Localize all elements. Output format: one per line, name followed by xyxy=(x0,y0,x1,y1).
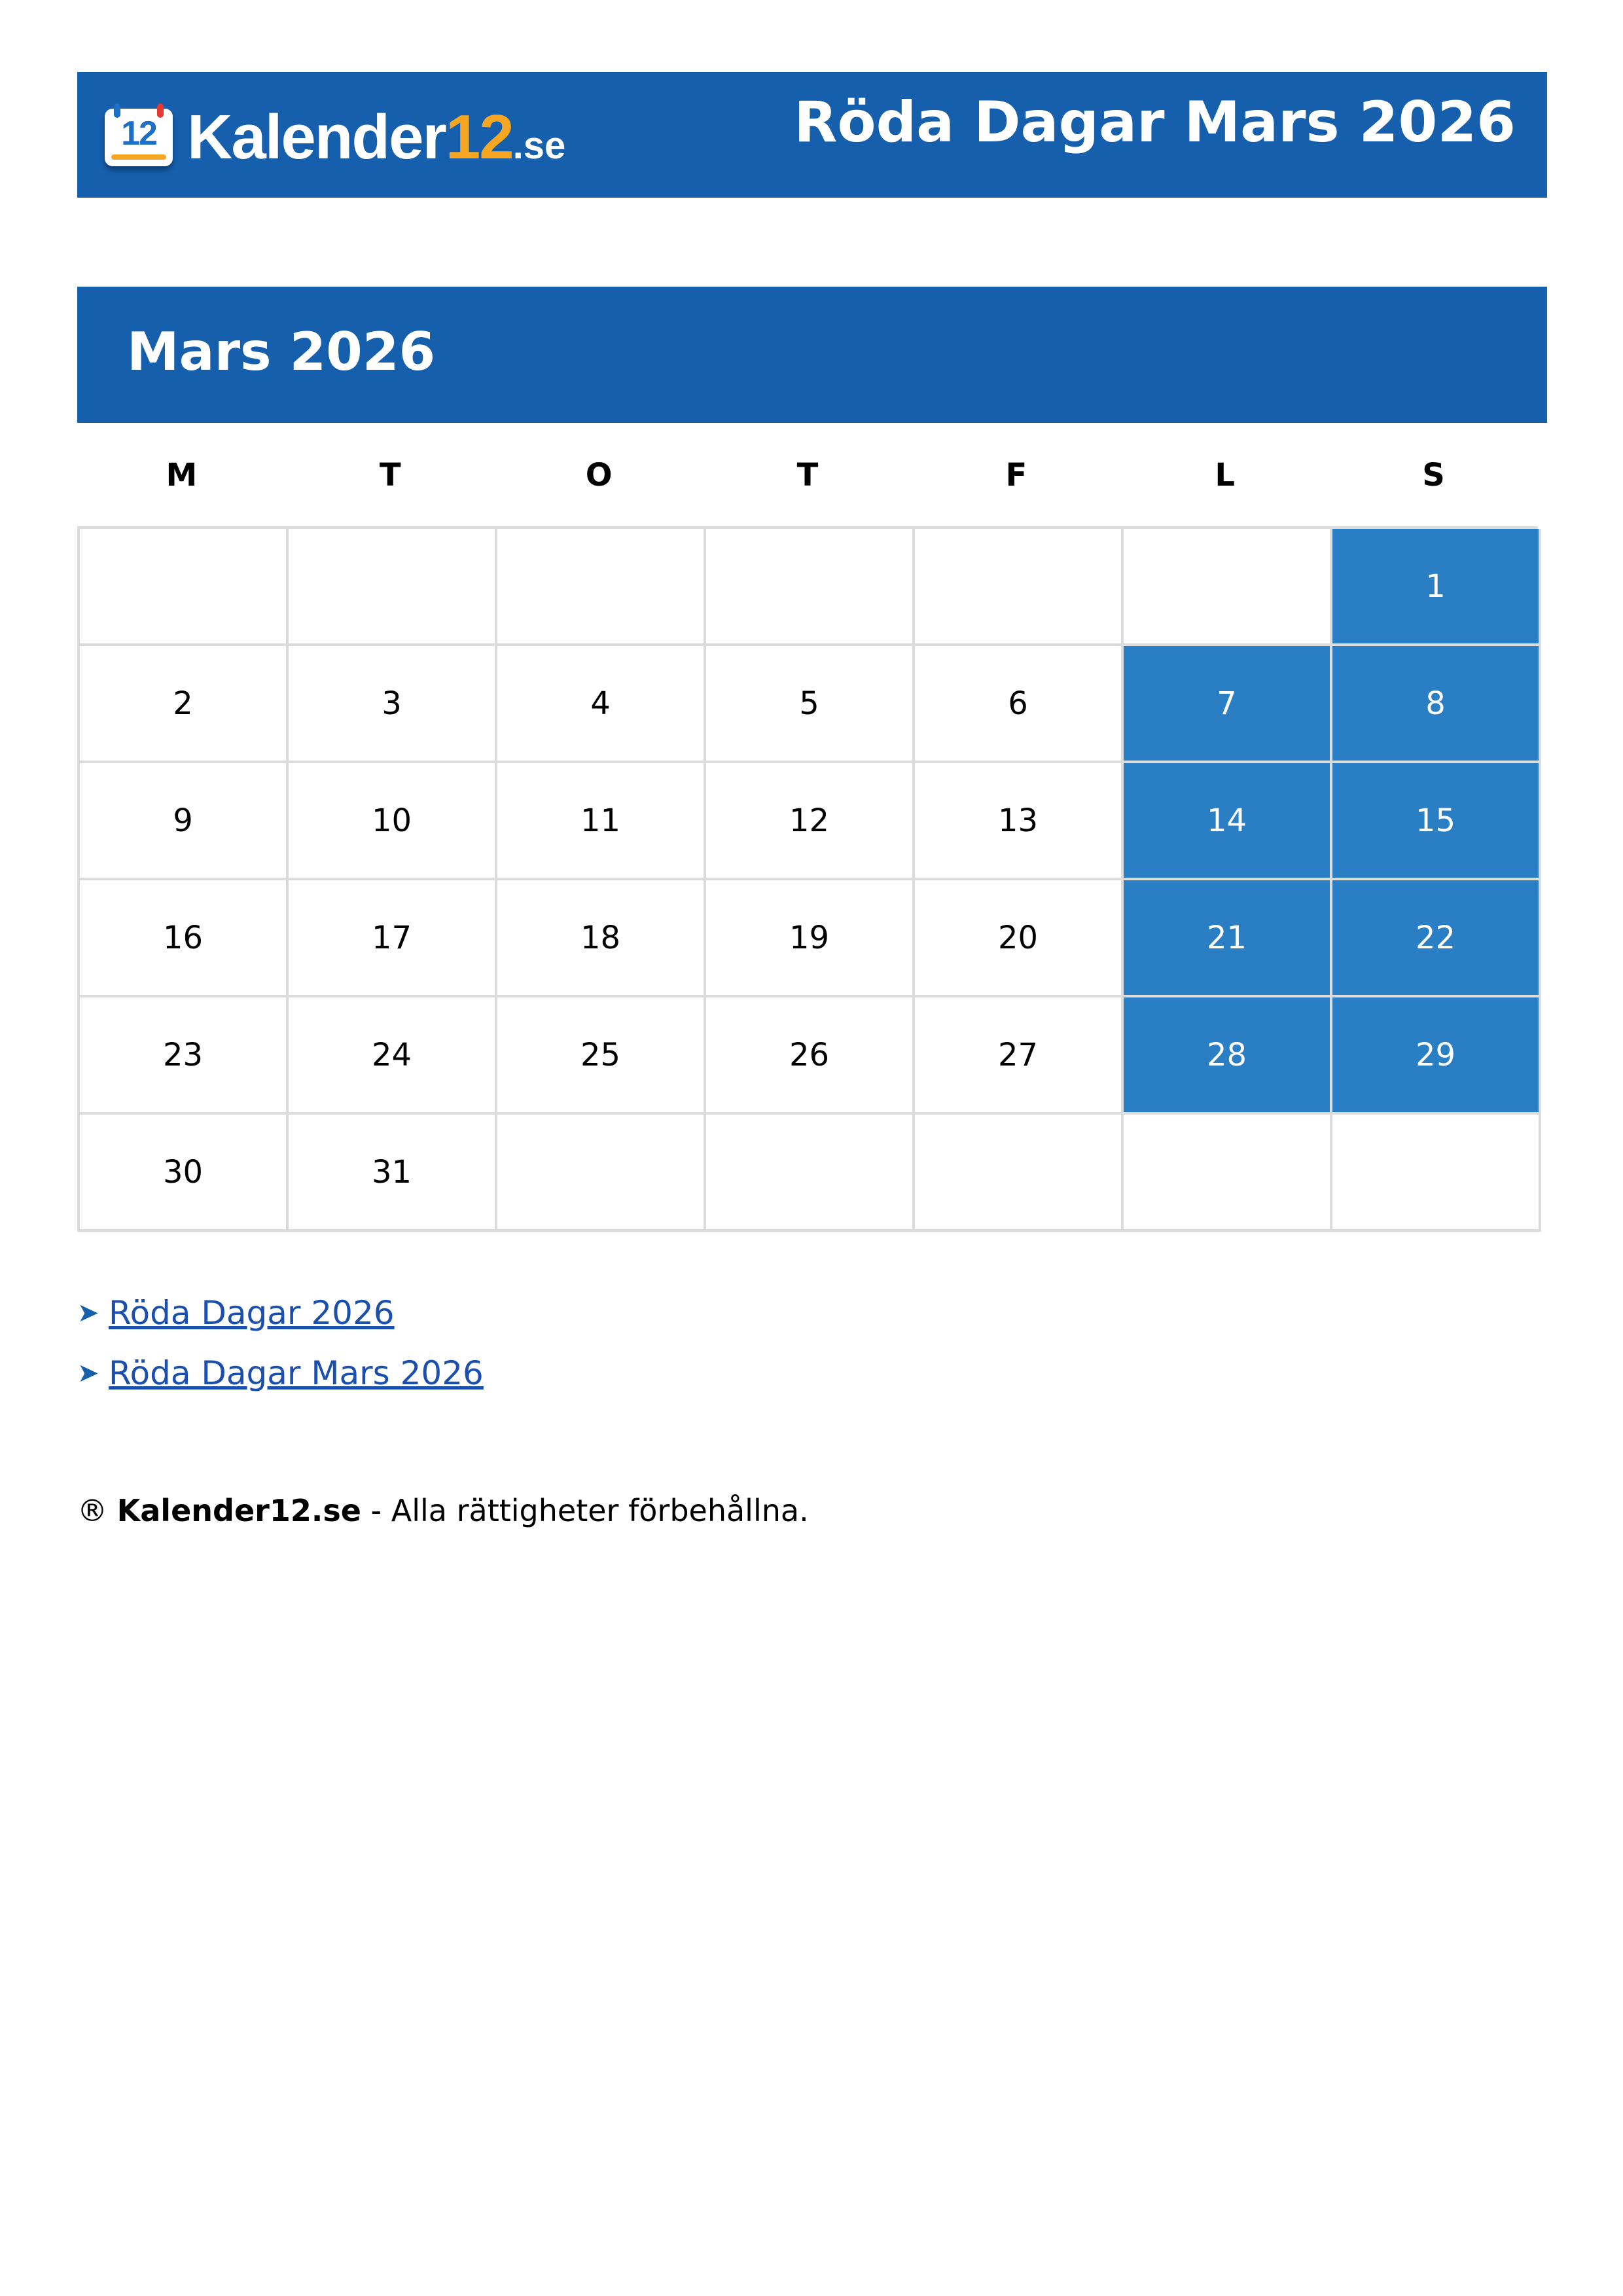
day-cell[interactable]: 11 xyxy=(497,763,706,880)
weekday-label: T xyxy=(379,457,401,493)
day-cell[interactable]: 12 xyxy=(706,763,915,880)
day-cell[interactable]: 21 xyxy=(1124,880,1332,997)
day-cell[interactable]: 4 xyxy=(497,646,706,763)
weekday-header-row xyxy=(77,454,1538,496)
weekday-label: M xyxy=(166,457,198,493)
footer-brand: Kalender12.se xyxy=(116,1493,361,1528)
link-item xyxy=(77,1283,484,1343)
day-cell[interactable]: 6 xyxy=(915,646,1124,763)
weekday-label: O xyxy=(585,457,613,493)
day-cell[interactable]: 15 xyxy=(1332,763,1541,880)
day-cell[interactable]: 19 xyxy=(706,880,915,997)
weekday-label: L xyxy=(1215,457,1236,493)
related-links xyxy=(77,1283,484,1403)
month-title: Mars 2026 xyxy=(127,321,436,382)
calendar-grid xyxy=(77,526,1538,1232)
link-roda-dagar-mars-2026[interactable]: Röda Dagar Mars 2026 xyxy=(109,1354,484,1392)
day-cell[interactable]: 28 xyxy=(1124,997,1332,1115)
day-cell[interactable]: 16 xyxy=(80,880,289,997)
footer-text: - Alla rättigheter förbehållna. xyxy=(361,1493,809,1528)
logo-brand-tld: .se xyxy=(512,124,566,167)
logo-wordmark xyxy=(187,102,566,172)
logo-brand-main: Kalender xyxy=(187,102,446,172)
logo-brand-number: 12 xyxy=(445,102,513,172)
day-cell[interactable]: 17 xyxy=(289,880,497,997)
empty-day-cell xyxy=(1124,529,1332,646)
weekday-label: S xyxy=(1422,457,1445,493)
arrow-icon: ➤ xyxy=(77,1298,99,1328)
day-cell[interactable]: 26 xyxy=(706,997,915,1115)
day-cell[interactable]: 10 xyxy=(289,763,497,880)
empty-day-cell xyxy=(497,1115,706,1232)
day-cell[interactable]: 23 xyxy=(80,997,289,1115)
day-cell[interactable]: 30 xyxy=(80,1115,289,1232)
day-cell[interactable]: 9 xyxy=(80,763,289,880)
day-cell[interactable]: 24 xyxy=(289,997,497,1115)
day-cell[interactable]: 1 xyxy=(1332,529,1541,646)
month-header xyxy=(77,287,1547,423)
day-cell[interactable]: 22 xyxy=(1332,880,1541,997)
empty-day-cell xyxy=(80,529,289,646)
empty-day-cell xyxy=(1124,1115,1332,1232)
weekday-label: F xyxy=(1005,457,1027,493)
day-cell[interactable]: 2 xyxy=(80,646,289,763)
empty-day-cell xyxy=(915,1115,1124,1232)
weekday-label: T xyxy=(796,457,819,493)
page-title: Röda Dagar Mars 2026 xyxy=(794,90,1516,155)
logo-icon-number: 12 xyxy=(121,115,156,152)
day-cell[interactable]: 31 xyxy=(289,1115,497,1232)
empty-day-cell xyxy=(915,529,1124,646)
link-item xyxy=(77,1343,484,1403)
day-cell[interactable]: 13 xyxy=(915,763,1124,880)
day-cell[interactable]: 7 xyxy=(1124,646,1332,763)
day-cell[interactable]: 8 xyxy=(1332,646,1541,763)
day-cell[interactable]: 25 xyxy=(497,997,706,1115)
day-cell[interactable]: 27 xyxy=(915,997,1124,1115)
day-cell[interactable]: 20 xyxy=(915,880,1124,997)
link-roda-dagar-2026[interactable]: Röda Dagar 2026 xyxy=(109,1294,395,1332)
empty-day-cell xyxy=(497,529,706,646)
calendar-icon xyxy=(105,109,173,166)
day-cell[interactable]: 5 xyxy=(706,646,915,763)
empty-day-cell xyxy=(706,1115,915,1232)
site-logo[interactable] xyxy=(105,102,566,172)
day-cell[interactable]: 29 xyxy=(1332,997,1541,1115)
empty-day-cell xyxy=(706,529,915,646)
header-bar xyxy=(77,72,1547,198)
registered-symbol: ® xyxy=(77,1493,107,1528)
day-cell[interactable]: 14 xyxy=(1124,763,1332,880)
footer xyxy=(77,1491,809,1530)
day-cell[interactable]: 3 xyxy=(289,646,497,763)
empty-day-cell xyxy=(289,529,497,646)
arrow-icon: ➤ xyxy=(77,1358,99,1388)
empty-day-cell xyxy=(1332,1115,1541,1232)
day-cell[interactable]: 18 xyxy=(497,880,706,997)
